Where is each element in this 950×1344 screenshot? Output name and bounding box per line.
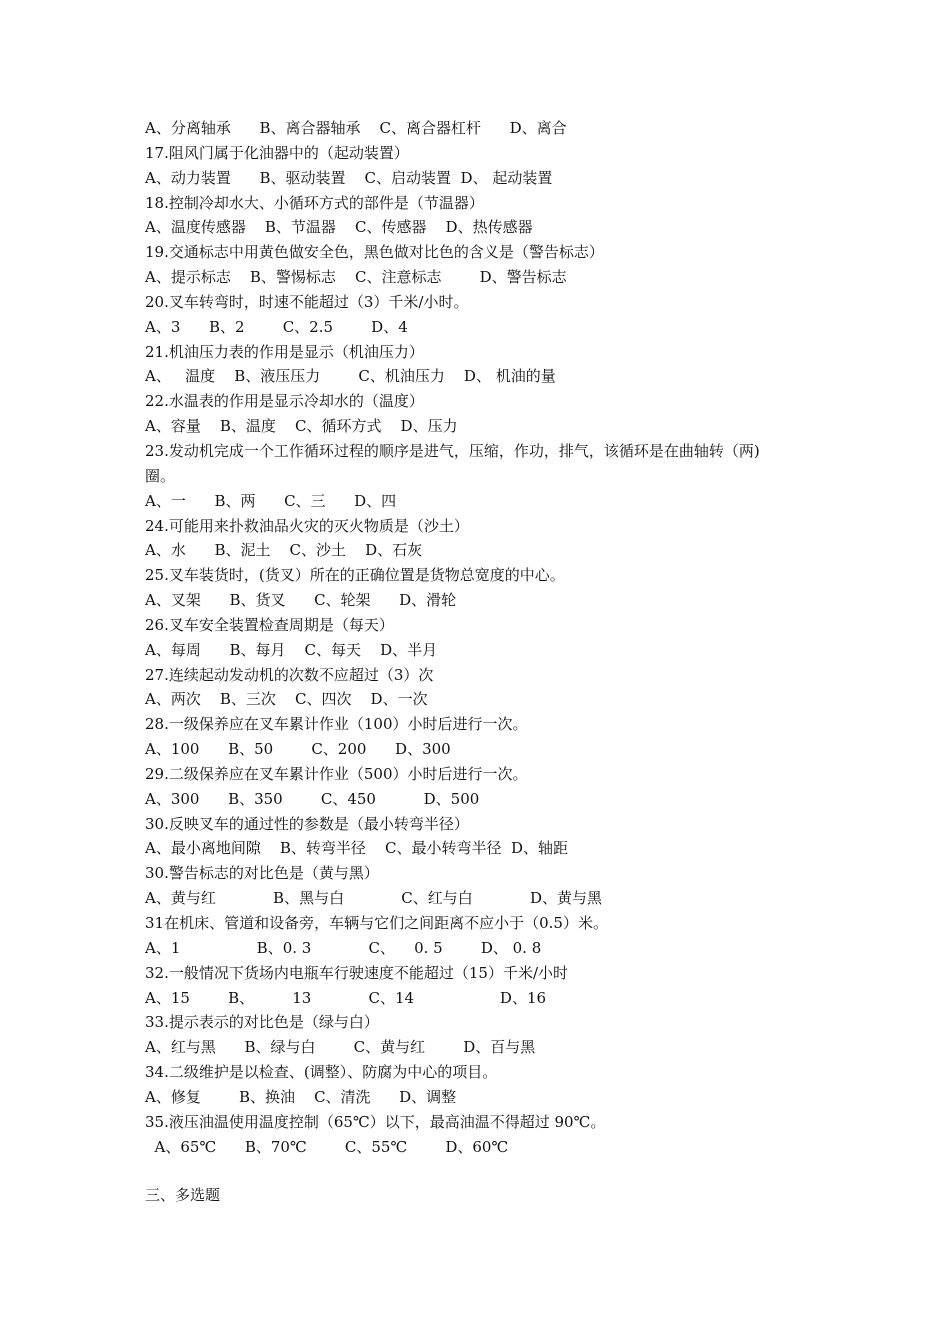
answer-options: A、一 B、两 C、三 D、四 [145, 491, 397, 510]
section-title: 三、多选题 [145, 1186, 221, 1205]
answer-options: A、100 B、50 C、200 D、300 [145, 740, 451, 759]
question-list [145, 116, 845, 1159]
answer-options: A、15 B、 13 C、14 D、16 [145, 988, 547, 1007]
question-text: 20.叉车转弯时，时速不能超过（3）千米/小时。 [145, 292, 469, 311]
question-text: 30.警告标志的对比色是（黄与黑） [145, 864, 379, 883]
answer-options: A、黄与红 B、黑与白 C、红与白 D、黄与黑 [145, 889, 603, 908]
answer-options: A、水 B、泥土 C、沙土 D、石灰 [145, 541, 423, 560]
question-text: 26.叉车安全装置检查周期是（每天） [145, 615, 394, 634]
answer-options: A、容量 B、温度 C、循环方式 D、压力 [145, 417, 458, 436]
answer-options: A、两次 B、三次 C、四次 D、一次 [145, 690, 428, 709]
question-text: 35.液压油温使用温度控制（65℃）以下，最高油温不得超过 90℃。 [145, 1112, 606, 1131]
answer-options: A、65℃ B、70℃ C、55℃ D、60℃ [145, 1137, 509, 1156]
question-text: 34.二级维护是以检查、(调整）、防腐为中心的项目。 [145, 1063, 498, 1082]
answer-options: A、动力装置 B、驱动装置 C、启动装置 D、 起动装置 [145, 168, 553, 187]
section-gap [145, 1159, 845, 1183]
question-text: 30.反映叉车的通过性的参数是（最小转弯半径） [145, 814, 469, 833]
answer-options: A、温度传感器 B、节温器 C、传感器 D、热传感器 [145, 218, 533, 237]
answer-options: A、叉架 B、货叉 C、轮架 D、滑轮 [145, 591, 457, 610]
question-text: 27.连续起动发动机的次数不应超过（3）次 [145, 665, 434, 684]
question-text: 28.一级保养应在叉车累计作业（100）小时后进行一次。 [145, 715, 528, 734]
answer-options: A、红与黑 B、绿与白 C、黄与红 D、百与黑 [145, 1038, 536, 1057]
question-text: 19.交通标志中用黄色做安全色，黑色做对比色的含义是（警告标志） [145, 243, 604, 262]
question-text: 圈。 [145, 466, 176, 485]
answer-options: A、1 B、0. 3 C、 0. 5 D、 0. 8 [145, 938, 542, 957]
question-text: 29.二级保养应在叉车累计作业（500）小时后进行一次。 [145, 764, 528, 783]
question-text: 23.发动机完成一个工作循环过程的顺序是进气，压缩，作功，排气，该循环是在曲轴转（两) [145, 441, 760, 460]
answer-options: A、最小离地间隙 B、转弯半径 C、最小转弯半径 D、轴距 [145, 839, 569, 858]
answer-options: A、修复 B、换油 C、清洗 D、调整 [145, 1087, 457, 1106]
answer-options: A、 温度 B、液压压力 C、机油压力 D、 机油的量 [145, 367, 556, 386]
question-text: 21.机油压力表的作用是显示（机油压力） [145, 342, 424, 361]
answer-options: A、3 B、2 C、2.5 D、4 [145, 317, 408, 336]
question-text: 18.控制冷却水大、小循环方式的部件是（节温器） [145, 193, 484, 212]
question-text: 24.可能用来扑救油品火灾的灭火物质是（沙土） [145, 516, 469, 535]
question-text: 25.叉车装货时，(货叉）所在的正确位置是货物总宽度的中心。 [145, 566, 565, 585]
question-text: 32.一般情况下货场内电瓶车行驶速度不能超过（15）千米/小时 [145, 963, 568, 982]
question-text: 22.水温表的作用是显示冷却水的（温度） [145, 392, 424, 411]
document-body [145, 116, 845, 1208]
question-text: 33.提示表示的对比色是（绿与白） [145, 1013, 379, 1032]
answer-options: A、分离轴承 B、离合器轴承 C、离合器杠杆 D、离合 [145, 119, 567, 137]
question-text: 17.阻风门属于化油器中的（起动装置） [145, 143, 409, 162]
question-text: 31在机床、管道和设备旁，车辆与它们之间距离不应小于（0.5）米。 [145, 914, 608, 932]
answer-options: A、300 B、350 C、450 D、500 [145, 789, 480, 808]
answer-options: A、每周 B、每月 C、每天 D、半月 [145, 640, 438, 659]
answer-options: A、提示标志 B、警惕标志 C、注意标志 D、警告标志 [145, 268, 567, 287]
